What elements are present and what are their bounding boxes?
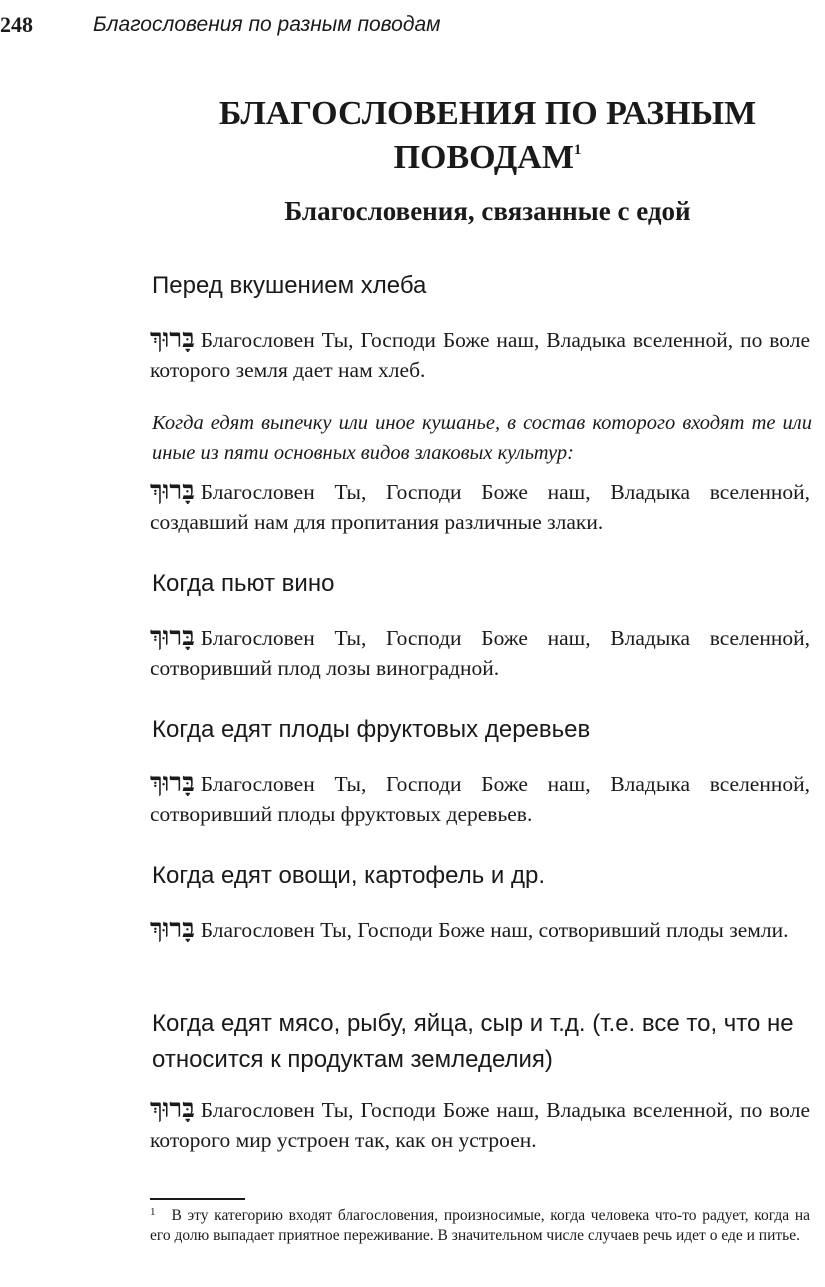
blessing-heading-other-foods: Когда едят мясо, рыбу, яйца, сыр и т.д. (т.е. все то, что не относится к продуктам земледелия) <box>152 1010 794 1073</box>
blessing-text-vegetables <box>150 914 810 945</box>
hebrew-baruch: בָּרוּךְ <box>150 768 195 798</box>
blessing-body: Благословен Ты, Господи Боже наш, Владыка вселенной, создавший нам для пропитания различные злаки. <box>150 480 810 534</box>
section-title: Благословения, связанные с едой <box>284 196 691 226</box>
page-title-line-1: БЛАГОСЛОВЕНИЯ ПО РАЗНЫМ <box>218 95 757 132</box>
blessing-body: Благословен Ты, Господи Боже наш, Владыка вселенной, по воле которого земля дает нам хлеб. <box>150 328 810 382</box>
hebrew-baruch: בָּרוּךְ <box>150 1094 195 1124</box>
page-number: 248 <box>0 12 33 37</box>
blessing-body: Благословен Ты, Господи Боже наш, Владыка вселенной, сотворивший плоды фруктовых деревьев. <box>150 772 810 826</box>
blessing-body: Благословен Ты, Господи Боже наш, Владыка вселенной, сотворивший плод лозы виноградной. <box>150 626 810 680</box>
footnote <box>150 1206 810 1246</box>
footnote-reference[interactable]: 1 <box>573 142 582 158</box>
hebrew-baruch: בָּרוּךְ <box>150 622 195 652</box>
page-title <box>150 92 825 180</box>
blessing-text-grain <box>150 476 810 537</box>
page-title-line-2-text: ПОВОДАМ <box>393 139 574 176</box>
blessing-text-other-foods <box>150 1094 810 1155</box>
running-title: Благословения по разным поводам <box>93 13 441 36</box>
hebrew-baruch: בָּרוּךְ <box>150 324 195 354</box>
footnote-mark: 1 <box>150 1206 156 1218</box>
footnote-divider <box>150 1198 245 1200</box>
blessing-heading-bread: Перед вкушением хлеба <box>152 272 427 299</box>
blessing-body: Благословен Ты, Господи Боже наш, Владыка вселенной, по воле которого мир устроен так, как он устроен. <box>150 1098 810 1152</box>
page-title-line-2 <box>150 136 825 180</box>
blessing-heading-fruit: Когда едят плоды фруктовых деревьев <box>152 716 591 743</box>
blessing-body: Благословен Ты, Господи Боже наш, сотворивший плоды земли. <box>200 918 789 942</box>
blessing-text-wine <box>150 622 810 683</box>
hebrew-baruch: בָּרוּךְ <box>150 914 195 944</box>
blessing-text-fruit <box>150 768 810 829</box>
footnote-text: В эту категорию входят благословения, произносимые, когда человека что-то радует, когда на его долю выпадает приятное переживание. В значительном числе случаев речь идет о еде и питье. <box>150 1207 810 1244</box>
blessing-heading-wine: Когда пьют вино <box>152 570 335 597</box>
blessing-heading-vegetables: Когда едят овощи, картофель и др. <box>152 862 545 889</box>
hebrew-baruch: בָּרוּךְ <box>150 476 195 506</box>
running-head <box>0 12 825 42</box>
instruction-grain-products: Когда едят выпечку или иное кушанье, в состав которого входят те или иные из пяти основных видов злаковых культур: <box>152 412 812 464</box>
blessing-text-bread <box>150 324 810 385</box>
